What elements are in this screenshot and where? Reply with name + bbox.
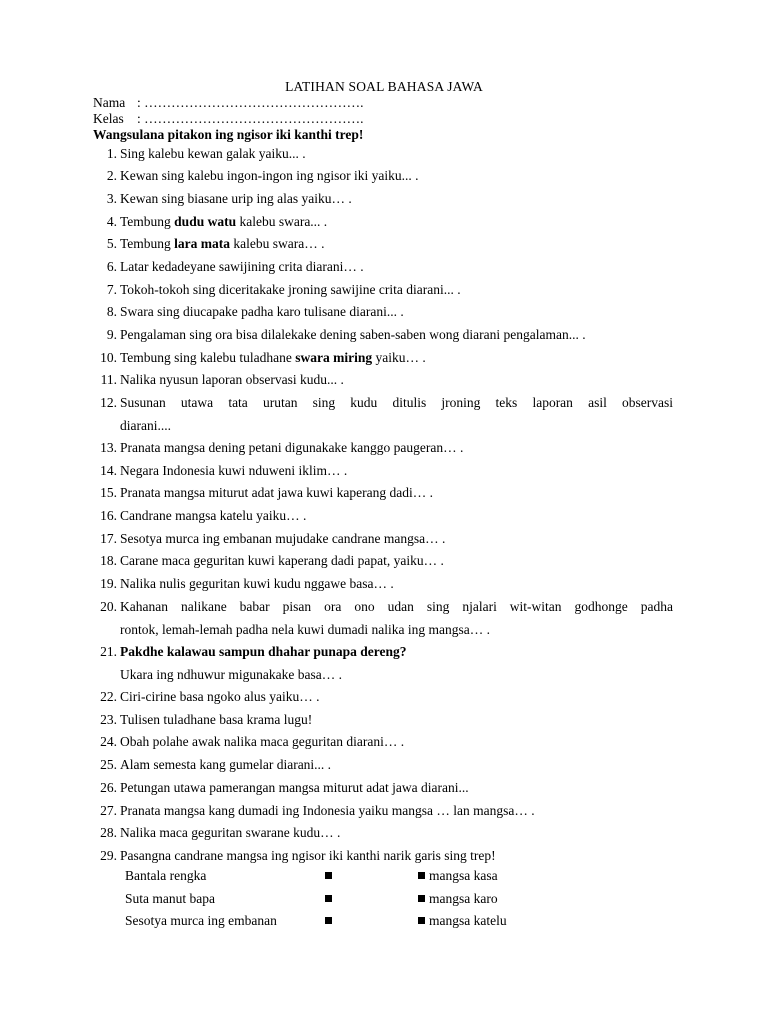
question-number: 12. [100, 395, 117, 410]
question-text [120, 437, 673, 460]
question-text [120, 301, 673, 324]
question-item [93, 754, 673, 777]
match-right-term [418, 868, 498, 884]
question-bold-term: dudu watu [174, 214, 237, 229]
question-text-part: Nalika nulis geguritan kuwi kudu nggawe basa… . [120, 576, 394, 591]
question-text-part: Kewan sing biasane urip ing alas yaiku… . [120, 191, 352, 206]
question-text-part: Sesotya murca ing embanan mujudake candrane mangsa… . [120, 531, 446, 546]
match-left-term: Suta manut bapa [125, 891, 215, 906]
page-title: LATIHAN SOAL BAHASA JAWA [285, 79, 483, 94]
question-text [120, 460, 673, 483]
nama-blank: : …………………………………………. [137, 95, 364, 110]
question-item [93, 324, 673, 347]
question-text [120, 482, 673, 505]
question-item [93, 641, 673, 686]
question-item [93, 686, 673, 709]
question-bold-term: swara miring [295, 350, 373, 365]
question-item [93, 211, 673, 234]
question-item [93, 460, 673, 483]
question-text [120, 777, 673, 800]
question-text-part: Tembung [120, 214, 175, 229]
question-text-part: Tembung sing kalebu tuladhane [120, 350, 296, 365]
question-number: 23. [100, 712, 117, 727]
question-text [120, 800, 673, 823]
nama-label: Nama [93, 95, 126, 110]
question-item [93, 143, 673, 166]
question-text [120, 324, 673, 347]
question-text [120, 822, 673, 845]
match-right-label: mangsa karo [429, 891, 498, 906]
question-item [93, 347, 673, 370]
square-bullet-icon [325, 917, 332, 924]
question-number: 20. [100, 599, 117, 614]
question-text [120, 165, 673, 188]
match-right-label: mangsa kasa [429, 868, 498, 883]
question-text-part: Obah polahe awak nalika maca geguritan diarani… . [120, 734, 405, 749]
question-number: 26. [100, 780, 117, 795]
question-number: 2. [106, 168, 117, 183]
question-number: 8. [106, 304, 117, 319]
instruction: Wangsulana pitakon ing ngisor iki kanthi trep! [93, 127, 364, 142]
question-text-part: yaiku… . [372, 350, 426, 365]
question-text-line: diarani.... [120, 417, 171, 433]
question-item [93, 256, 673, 279]
question-text [120, 347, 673, 370]
question-number: 16. [100, 508, 117, 523]
question-item [93, 822, 673, 845]
question-text [120, 279, 673, 302]
question-number: 19. [100, 576, 117, 591]
question-item [93, 279, 673, 302]
question-text-part: Nalika nyusun laporan observasi kudu... . [120, 372, 344, 387]
question-item [93, 550, 673, 573]
question-number: 6. [106, 259, 117, 274]
match-bullet-left [325, 868, 332, 884]
question-number: 25. [100, 757, 117, 772]
question-item [93, 777, 673, 800]
question-text-part: Pranata mangsa kang dumadi ing Indonesia yaiku mangsa … lan mangsa… . [120, 803, 535, 818]
question-bold-line: Pakdhe kalawau sampun dhahar punapa dereng? [120, 644, 407, 659]
question-item [93, 369, 673, 392]
match-right-term [418, 891, 498, 907]
question-text [120, 528, 673, 551]
question-item [93, 596, 673, 641]
question-item [93, 392, 673, 437]
question-number: 10. [100, 350, 117, 365]
match-left-term: Bantala rengka [125, 868, 207, 883]
question-text [120, 731, 673, 754]
question-number: 4. [106, 214, 117, 229]
question-item [93, 437, 673, 460]
question-text [120, 256, 673, 279]
question-text-part: Pasangna candrane mangsa ing ngisor iki kanthi narik garis sing trep! [120, 848, 496, 863]
question-text [120, 550, 673, 573]
question-number: 3. [106, 191, 117, 206]
question-bold-term: lara mata [174, 236, 231, 251]
question-text-part: Alam semesta kang gumelar diarani... . [120, 757, 332, 772]
question-text [120, 369, 673, 392]
question-number: 7. [106, 282, 117, 297]
question-text [120, 573, 673, 596]
question-text [120, 845, 673, 868]
question-item [93, 528, 673, 551]
question-number: 29. [100, 848, 117, 863]
question-item [93, 505, 673, 528]
square-bullet-icon [418, 917, 425, 924]
kelas-field [93, 111, 364, 127]
kelas-blank: : …………………………………………. [137, 111, 364, 126]
match-right-term [418, 913, 507, 929]
question-text-part: Nalika maca geguritan swarane kudu… . [120, 825, 341, 840]
match-bullet-left [325, 913, 332, 929]
question-text [120, 596, 673, 641]
question-text-line: rontok, lemah-lemah padha nela kuwi dumadi nalika ing mangsa… . [120, 621, 491, 637]
square-bullet-icon [418, 872, 425, 879]
question-item [93, 845, 673, 868]
question-item [93, 188, 673, 211]
square-bullet-icon [325, 895, 332, 902]
question-number: 9. [106, 327, 117, 342]
question-text-part: kalebu swara... . [236, 214, 328, 229]
question-text-line: Kahanan nalikane babar pisan ora ono udan sing njalari wit-witan godhonge padha [120, 599, 673, 614]
question-number: 1. [106, 146, 117, 161]
question-text [120, 143, 673, 166]
question-text [120, 392, 673, 437]
question-number: 28. [100, 825, 117, 840]
question-text-part: Latar kedadeyane sawijining crita diarani… . [120, 259, 364, 274]
question-number: 17. [100, 531, 117, 546]
question-number: 21. [100, 644, 117, 659]
question-number: 11. [100, 372, 117, 387]
question-text [120, 211, 673, 234]
question-text [120, 686, 673, 709]
question-number: 15. [100, 485, 117, 500]
question-number: 22. [100, 689, 117, 704]
question-text [120, 641, 673, 686]
question-item [93, 709, 673, 732]
square-bullet-icon [418, 895, 425, 902]
question-number: 13. [100, 440, 117, 455]
question-item [93, 482, 673, 505]
question-text [120, 754, 673, 777]
question-text-part: Petungan utawa pamerangan mangsa miturut adat jawa diarani... [120, 780, 469, 795]
question-item [93, 165, 673, 188]
question-text-part: Negara Indonesia kuwi nduweni iklim… . [120, 463, 348, 478]
match-right-label: mangsa katelu [429, 913, 507, 928]
question-text-part: Kewan sing kalebu ingon-ingon ing ngisor iki yaiku... . [120, 168, 419, 183]
question-number: 18. [100, 553, 117, 568]
question-text-part: Sing kalebu kewan galak yaiku... . [120, 146, 306, 161]
question-text [120, 709, 673, 732]
question-text [120, 233, 673, 256]
question-number: 27. [100, 803, 117, 818]
question-text-line: Ukara ing ndhuwur migunakake basa… . [120, 666, 342, 682]
square-bullet-icon [325, 872, 332, 879]
question-item [93, 731, 673, 754]
question-number: 14. [100, 463, 117, 478]
question-text-part: Candrane mangsa katelu yaiku… . [120, 508, 307, 523]
question-text-part: Tulisen tuladhane basa krama lugu! [120, 712, 313, 727]
nama-field [93, 95, 364, 111]
question-text-part: Ciri-cirine basa ngoko alus yaiku… . [120, 689, 320, 704]
question-text-part: kalebu swara… . [230, 236, 325, 251]
question-item [93, 800, 673, 823]
question-text-part: Tembung [120, 236, 175, 251]
match-bullet-left [325, 891, 332, 907]
question-number: 5. [106, 236, 117, 251]
kelas-label: Kelas [93, 111, 124, 126]
match-left-term: Sesotya murca ing embanan [125, 913, 277, 928]
question-item [93, 233, 673, 256]
question-item [93, 301, 673, 324]
question-item [93, 573, 673, 596]
question-text-part: Pranata mangsa dening petani digunakake kanggo paugeran… . [120, 440, 464, 455]
question-text-part: Pranata mangsa miturut adat jawa kuwi kaperang dadi… . [120, 485, 434, 500]
question-number: 24. [100, 734, 117, 749]
question-text-part: Carane maca geguritan kuwi kaperang dadi papat, yaiku… . [120, 553, 444, 568]
question-text-part: Pengalaman sing ora bisa dilalekake dening saben-saben wong diarani pengalaman... . [120, 327, 586, 342]
question-text [120, 505, 673, 528]
question-text-part: Swara sing diucapake padha karo tulisane diarani... . [120, 304, 404, 319]
question-text-part: Tokoh-tokoh sing diceritakake jroning sawijine crita diarani... . [120, 282, 461, 297]
question-text-line: Susunan utawa tata urutan sing kudu ditulis jroning teks laporan asil observasi [120, 395, 673, 410]
question-text [120, 188, 673, 211]
